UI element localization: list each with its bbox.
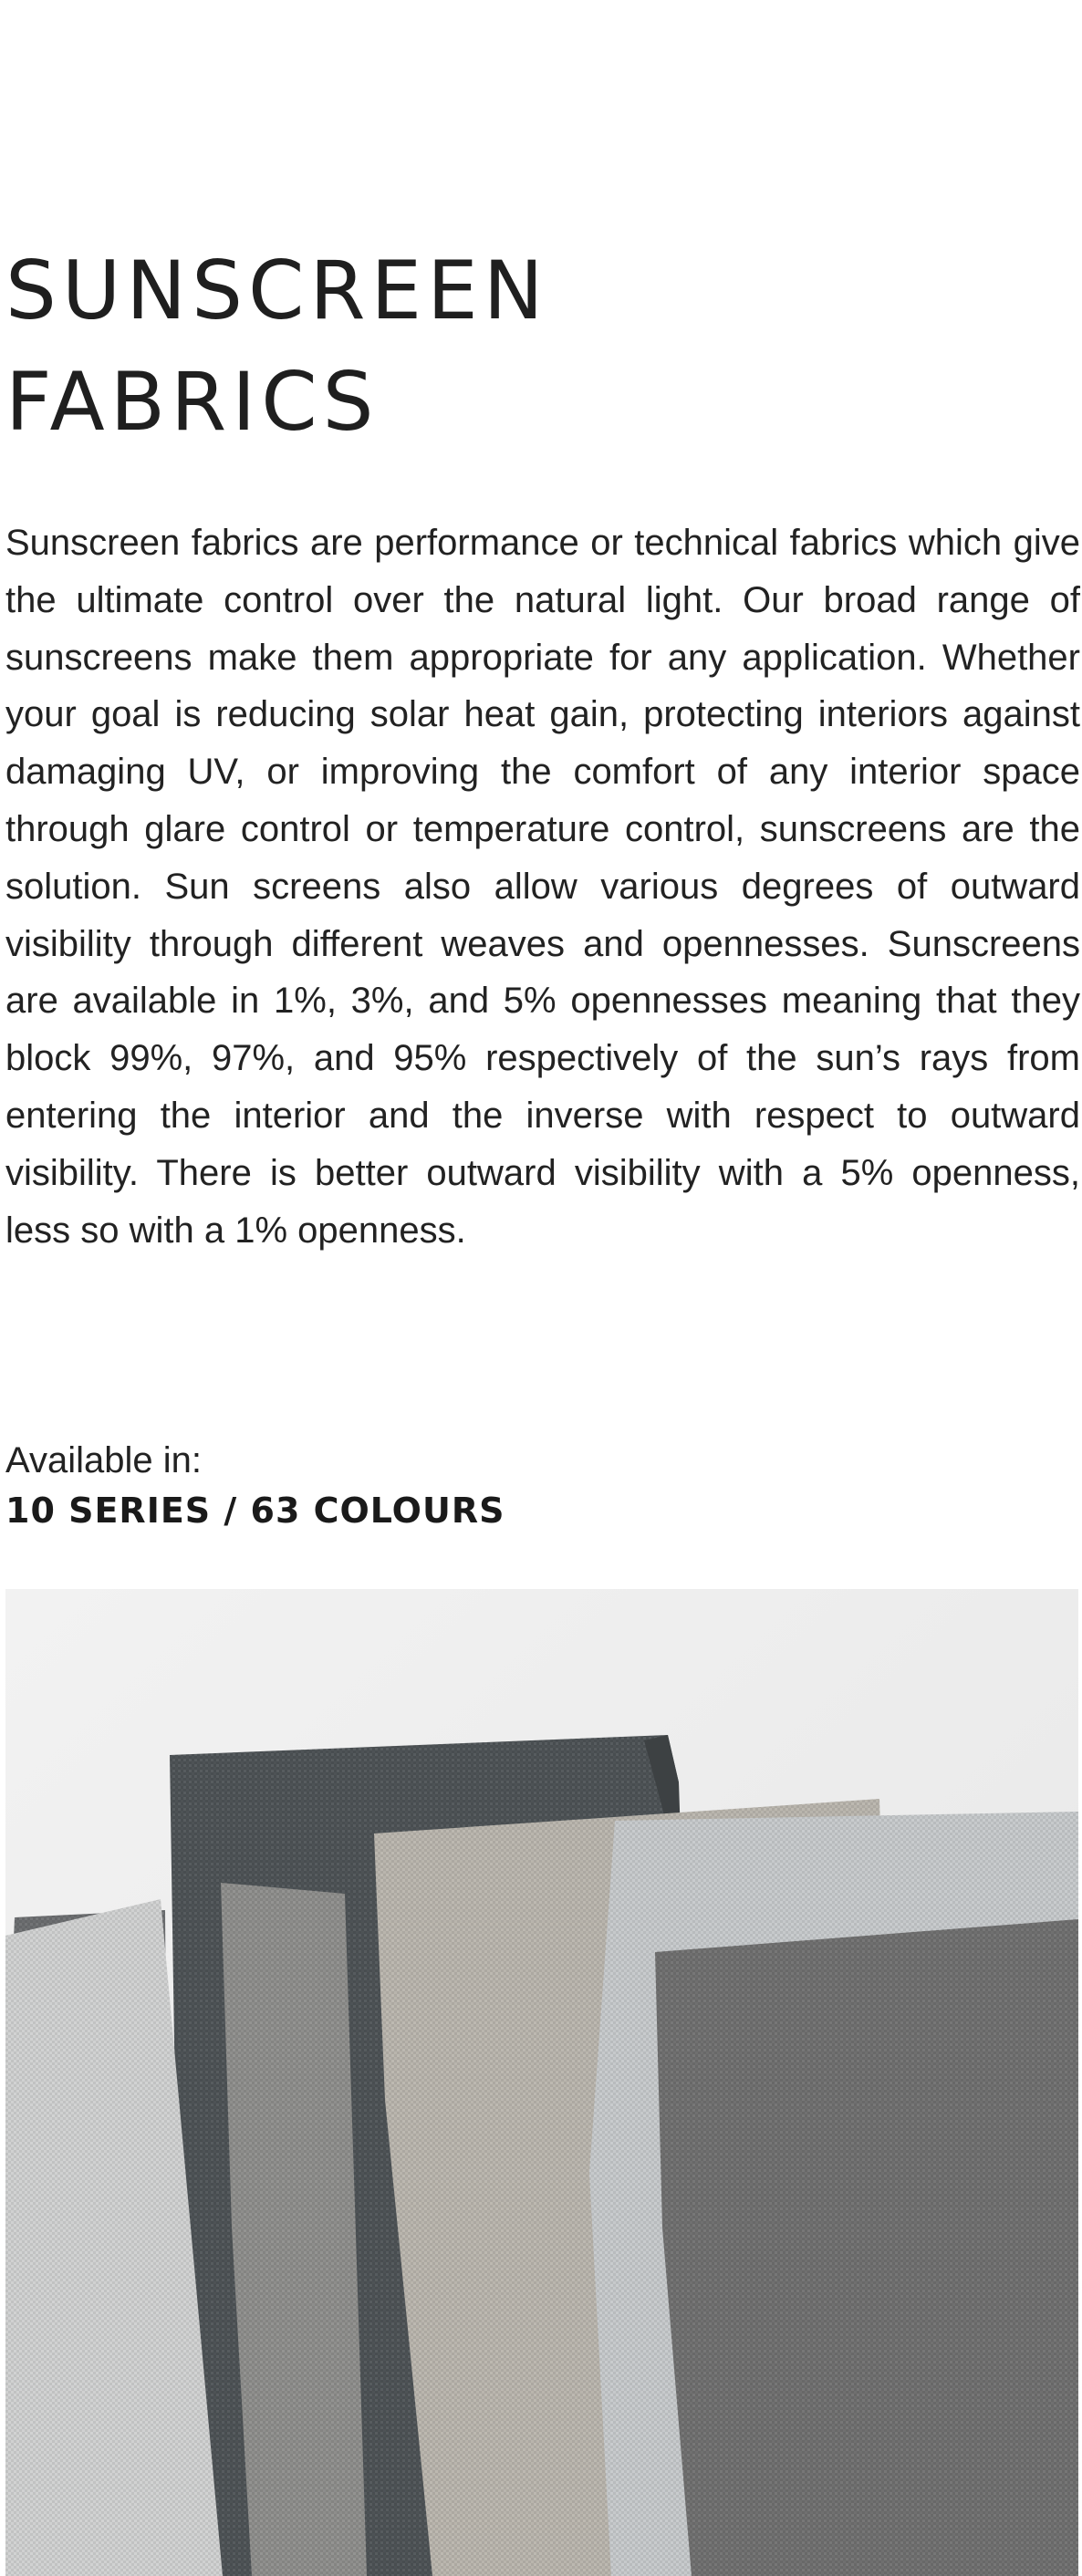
availability-value: 10 SERIES / 63 COLOURS bbox=[5, 1491, 505, 1531]
page-title bbox=[5, 235, 1073, 458]
fabric-swatches-photo bbox=[5, 1589, 1078, 2576]
page-title-line-2: FABRICS bbox=[5, 355, 380, 449]
description-paragraph: Sunscreen fabrics are performance or technical fabrics which give the ultimate control over the natural light. Our broad range of sunscreens make them appropriate for any application. Whether your goal is reducing solar heat gain, protecting interiors against damaging UV, or improving the comfort of any interior space through glare control or temperature control, sunscreens are the solution. Sun screens also allow various degrees of outward visibility through different weaves and opennesses. Sunscreens are available in 1%, 3%, and 5% opennesses meaning that they block 99%, 97%, and 95% respectively of the sun’s rays from entering the interior and the inverse with respect to outward visibility. There is better outward visibility with a 5% openness, less so with a 1% openness. bbox=[5, 523, 1080, 1251]
swatch-front-grey bbox=[655, 1919, 1078, 2576]
availability-label: Available in: bbox=[5, 1440, 202, 1480]
page-title-line-1: SUNSCREEN bbox=[5, 244, 549, 338]
